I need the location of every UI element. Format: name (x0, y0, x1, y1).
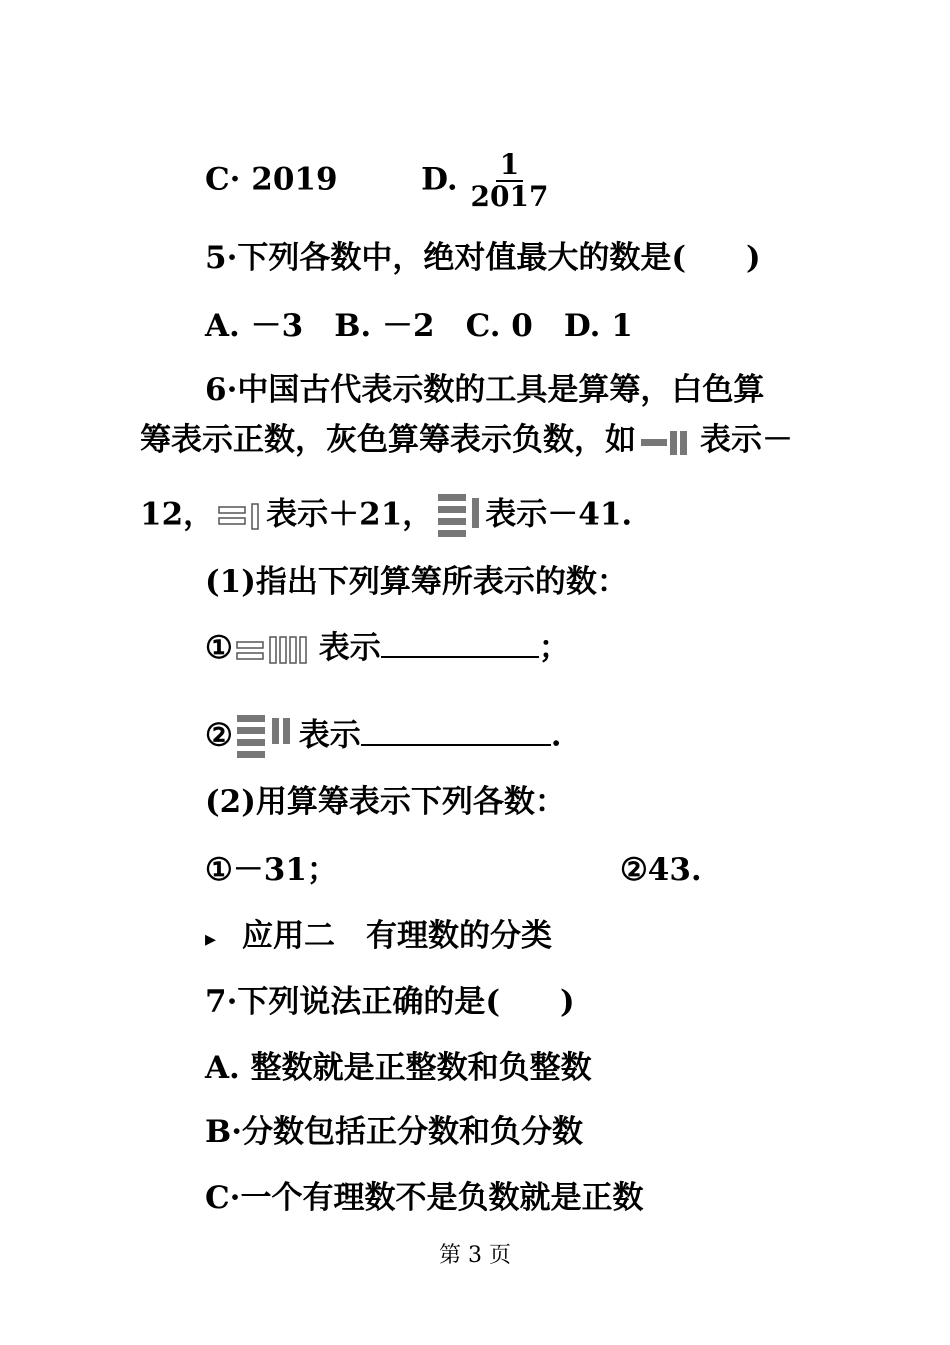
fraction-denominator: 2017 (470, 180, 549, 213)
counting-rods-pos21-icon (217, 501, 263, 531)
q5-stem-text: 5·下列各数中，绝对值最大的数是( (205, 240, 687, 276)
item1-text: 表示 (318, 630, 381, 666)
q6-line2 (140, 420, 793, 460)
option-c-label: C· (205, 161, 241, 198)
item1-end: ； (538, 630, 570, 666)
answer-blank-1[interactable] (381, 628, 539, 658)
section-heading (205, 916, 552, 959)
q6-item2 (205, 712, 562, 762)
q7-option-c: C·一个有理数不是负数就是正数 (205, 1180, 644, 1216)
item2-end: . (550, 717, 562, 754)
section-marker-icon: ▸ (205, 926, 217, 952)
q6-sub2-a: ①－31； (205, 852, 338, 888)
q6-sub2: (2)用算筹表示下列各数： (205, 784, 566, 820)
q6-line3-start: 12， (140, 496, 215, 533)
option-d-fraction (471, 150, 549, 212)
circled-one: ① (205, 630, 233, 666)
q5-close-paren: ) (746, 240, 761, 276)
q7-stem-text: 7·下列说法正确的是( (205, 984, 501, 1020)
section-title: 应用二 有理数的分类 (242, 918, 553, 954)
q6-sub1: (1)指出下列算筹所表示的数： (205, 564, 628, 600)
q7-stem (205, 982, 575, 1022)
q4-options (205, 150, 548, 212)
q5-stem (205, 238, 761, 278)
q5-options: A. －3 B. －2 C. 0 D. 1 (205, 308, 633, 344)
q6-line2-text: 筹表示正数，灰色算筹表示负数，如 (140, 422, 636, 458)
counting-rods-item1-icon (236, 634, 316, 666)
q6-line3-mid: 表示＋21， (266, 496, 434, 533)
counting-rods-neg41-icon (436, 490, 482, 542)
q6-line3-end: 表示－41. (485, 496, 633, 533)
q7-close-paren: ) (560, 984, 575, 1020)
counting-rods-neg12-icon (639, 427, 697, 457)
q6-item1 (205, 628, 570, 668)
circled-two: ② (205, 717, 233, 754)
answer-blank-2[interactable] (361, 716, 551, 746)
option-c-value: 2019 (251, 161, 338, 198)
counting-rods-item2-icon (236, 712, 296, 762)
q6-line1: 6·中国古代表示数的工具是算筹，白色算 (205, 372, 765, 408)
fraction-numerator: 1 (496, 150, 523, 182)
page-number: 第 3 页 (439, 1243, 511, 1268)
q6-line3 (140, 490, 632, 542)
q7-option-b: B·分数包括正分数和负分数 (205, 1114, 583, 1150)
q6-sub2-b: ②43. (620, 852, 702, 888)
q6-line2-tail: 表示－ (700, 422, 793, 458)
option-d-label: D. (421, 161, 458, 198)
q7-option-a: A. 整数就是正整数和负整数 (205, 1050, 592, 1086)
item2-text: 表示 (298, 717, 361, 754)
